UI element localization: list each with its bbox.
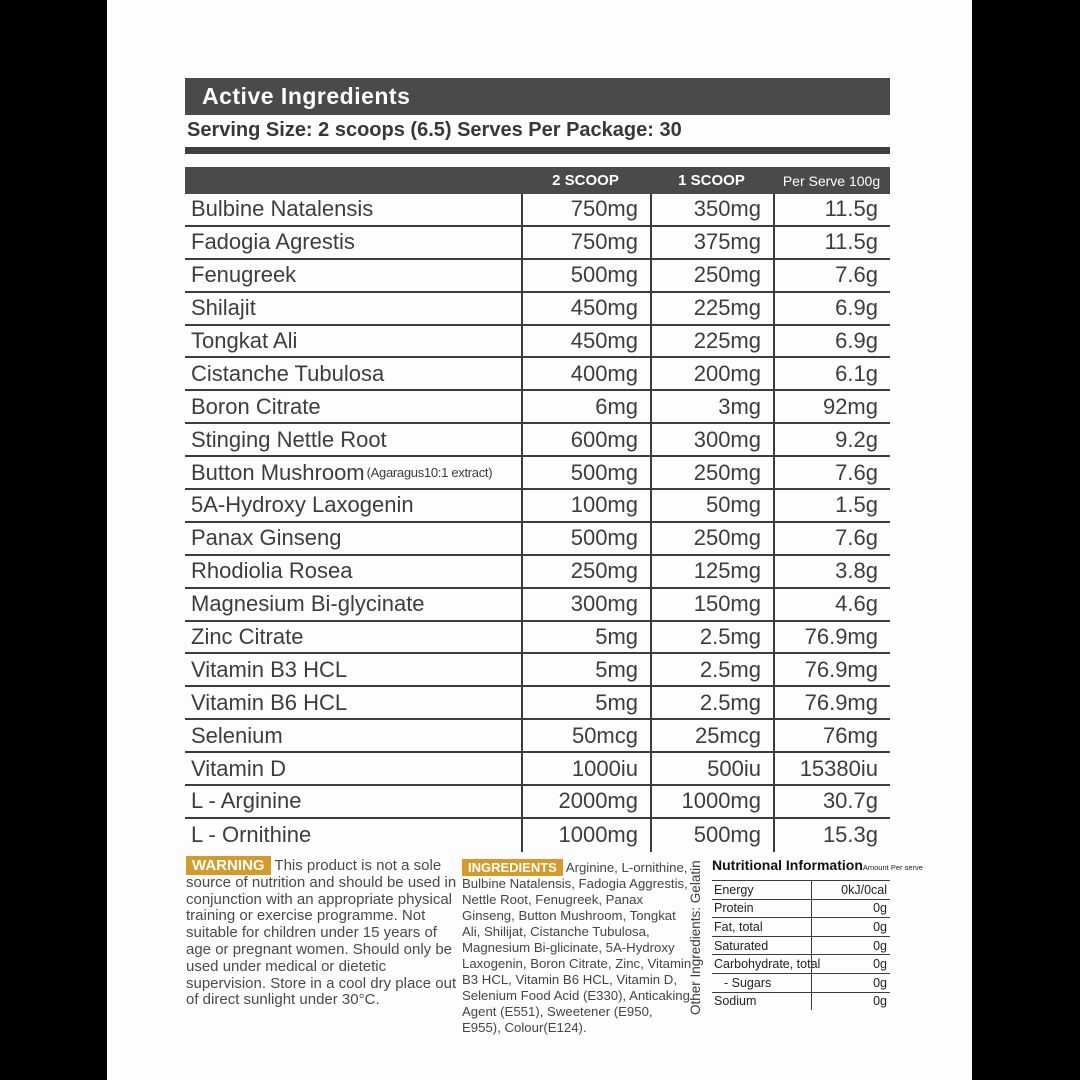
ingredient-name: Stinging Nettle Root: [191, 426, 387, 452]
ingredient-name: Vitamin B6 HCL: [191, 689, 348, 715]
per-serve-value: 15.3g: [773, 819, 890, 852]
ingredient-name-cell: [185, 819, 521, 852]
one-scoop-value: 2.5mg: [650, 622, 773, 653]
one-scoop-value: 375mg: [650, 227, 773, 258]
per-serve-value: 76.9mg: [773, 687, 890, 718]
one-scoop-value: 125mg: [650, 556, 773, 587]
ingredient-name: Shilajit: [191, 295, 256, 321]
two-scoop-value: 1000mg: [521, 819, 650, 852]
table-row: [185, 260, 890, 293]
ingredient-name-cell: [185, 753, 521, 784]
table-row: [185, 589, 890, 622]
warning-label: WARNING: [186, 856, 271, 875]
two-scoop-value: 6mg: [521, 391, 650, 422]
two-scoop-value: 300mg: [521, 589, 650, 620]
two-scoop-value: 750mg: [521, 194, 650, 225]
one-scoop-value: 2.5mg: [650, 687, 773, 718]
nutrition-row-value: 0g: [811, 974, 890, 992]
ingredient-name-cell: [185, 194, 521, 225]
ingredient-name-cell: [185, 490, 521, 521]
nutrition-row-label: Fat, total: [714, 919, 763, 934]
table-row: [185, 293, 890, 326]
per-serve-value: 6.9g: [773, 326, 890, 357]
table-row: [185, 622, 890, 655]
nutrition-row-label: Saturated: [714, 938, 769, 953]
table-row: [185, 556, 890, 589]
ingredient-name: 5A-Hydroxy Laxogenin: [191, 492, 414, 518]
ingredient-name-cell: [185, 622, 521, 653]
ingredient-name-cell: [185, 326, 521, 357]
serving-size-line: Serving Size: 2 scoops (6.5) Serves Per Package: 30: [187, 119, 682, 141]
ingredient-name-cell: [185, 589, 521, 620]
per-serve-value: 6.9g: [773, 293, 890, 324]
one-scoop-value: 2.5mg: [650, 654, 773, 685]
ingredient-name: Button Mushroom: [191, 459, 365, 485]
nutrition-title: Nutritional Information: [712, 857, 863, 873]
ingredient-name-cell: [185, 358, 521, 389]
two-scoop-value: 600mg: [521, 424, 650, 455]
per-serve-value: 76.9mg: [773, 622, 890, 653]
nutrition-title-row: [712, 857, 923, 880]
ingredient-name: Vitamin B3 HCL: [191, 656, 348, 682]
nutrition-row-value: 0g: [811, 918, 890, 936]
table-row: [185, 720, 890, 753]
one-scoop-value: 3mg: [650, 391, 773, 422]
table-row: [185, 424, 890, 457]
two-scoop-value: 2000mg: [521, 786, 650, 817]
ingredient-name: Vitamin D: [191, 755, 286, 781]
ingredient-name: Bulbine Natalensis: [191, 196, 374, 222]
per-serve-value: 6.1g: [773, 358, 890, 389]
one-scoop-value: 350mg: [650, 194, 773, 225]
one-scoop-value: 500mg: [650, 819, 773, 852]
ingredient-name-cell: [185, 687, 521, 718]
table-row: [185, 326, 890, 359]
per-serve-value: 11.5g: [773, 227, 890, 258]
per-serve-value: 7.6g: [773, 260, 890, 291]
other-ingredients-vertical-text: Other Ingredients: Gelatin: [688, 860, 703, 1015]
table-column-header-bar: [185, 167, 890, 194]
two-scoop-value: 5mg: [521, 622, 650, 653]
ingredient-name: Panax Ginseng: [191, 525, 342, 551]
two-scoop-value: 500mg: [521, 457, 650, 488]
ingredient-name: Boron Citrate: [191, 393, 321, 419]
nutrition-amount-header: Amount Per serve: [862, 863, 923, 872]
two-scoop-value: 100mg: [521, 490, 650, 521]
two-scoop-value: 1000iu: [521, 753, 650, 784]
one-scoop-value: 50mg: [650, 490, 773, 521]
ingredient-name: Fadogia Agrestis: [191, 229, 355, 255]
per-serve-value: 11.5g: [773, 194, 890, 225]
one-scoop-value: 300mg: [650, 424, 773, 455]
nutrition-row-label: - Sugars: [724, 975, 772, 990]
two-scoop-value: 50mcg: [521, 720, 650, 751]
ingredient-name-cell: [185, 293, 521, 324]
ingredient-name-cell: [185, 654, 521, 685]
ingredient-name: L - Arginine: [191, 788, 302, 814]
one-scoop-value: 150mg: [650, 589, 773, 620]
nutrition-row-label: Carbohydrate, total: [714, 957, 821, 972]
one-scoop-value: 250mg: [650, 523, 773, 554]
per-serve-value: 4.6g: [773, 589, 890, 620]
two-scoop-value: 5mg: [521, 687, 650, 718]
table-row: [185, 194, 890, 227]
per-serve-value: 9.2g: [773, 424, 890, 455]
per-serve-value: 15380iu: [773, 753, 890, 784]
ingredient-name-cell: [185, 391, 521, 422]
per-serve-value: 76mg: [773, 720, 890, 751]
column-header-per-serve: Per Serve 100g: [782, 172, 881, 189]
table-row: [185, 457, 890, 490]
ingredients-label: INGREDIENTS: [462, 859, 563, 876]
warning-text: This product is not a sole source of nutrition and should be used in conjunction with an appropriate physical training or exercise programme. Not suitable for children under 15 years of age or pregnant women. Should only be used under medical or dietetic supervision. Store in a cool dry place out of direct sunlight under 30°C.: [186, 857, 457, 1009]
ingredients-block: [462, 860, 695, 1036]
table-row: [185, 227, 890, 260]
nutrition-row: [712, 936, 890, 955]
ingredient-name-cell: [185, 457, 521, 488]
ingredient-name: Selenium: [191, 722, 283, 748]
per-serve-value: 7.6g: [773, 523, 890, 554]
table-row: [185, 819, 890, 852]
ingredient-note: (Agaragus10:1 extract): [366, 465, 493, 481]
ingredient-name: Tongkat Ali: [191, 328, 298, 353]
ingredient-name-cell: [185, 556, 521, 587]
per-serve-value: 92mg: [773, 391, 890, 422]
ingredient-name: Cistanche Tubulosa: [191, 360, 385, 386]
ingredient-name-cell: [185, 260, 521, 291]
ingredient-name-cell: [185, 720, 521, 751]
table-row: [185, 687, 890, 720]
per-serve-value: 3.8g: [773, 556, 890, 587]
warning-block: [186, 858, 462, 1009]
nutrition-row: [712, 917, 890, 936]
two-scoop-value: 400mg: [521, 358, 650, 389]
nutrition-panel: [712, 857, 923, 1010]
left-black-frame: [0, 0, 107, 1080]
per-serve-value: 7.6g: [773, 457, 890, 488]
one-scoop-value: 250mg: [650, 260, 773, 291]
ingredient-name-cell: [185, 227, 521, 258]
right-black-frame: [972, 0, 1080, 1080]
table-row: [185, 358, 890, 391]
per-serve-value: 1.5g: [773, 490, 890, 521]
one-scoop-value: 200mg: [650, 358, 773, 389]
one-scoop-value: 500iu: [650, 753, 773, 784]
two-scoop-value: 450mg: [521, 293, 650, 324]
table-row: [185, 753, 890, 786]
column-header-2-scoop: 2 SCOOP: [552, 172, 619, 189]
nutrition-row-label: Energy: [714, 882, 754, 897]
ingredient-name-cell: [185, 786, 521, 817]
ingredients-text: Arginine, L-ornithine, Bulbine Natalensis, Fadogia Aggrestis, Nettle Root, Fenugreek, Panax Ginseng, Button Mushroom, Tongkat Ali, Shilijat, Cistanche Tubulosa, Magnesium Bi-glicinate, 5A-Hydroxy Laxogenin, Boron Citrate, Zinc, Vitamin B3 HCL, Vitamin B6 HCL, Vitamin D, Selenium Food Acid (E330), Anticaking Agent (E551), Sweetener (E950, E955), Colour(E124).: [462, 860, 692, 1035]
nutrition-row-label: Sodium: [714, 994, 757, 1009]
ingredient-name: Magnesium Bi-glycinate: [191, 591, 425, 617]
nutrition-row-value: 0g: [811, 900, 890, 918]
one-scoop-value: 250mg: [650, 457, 773, 488]
nutrition-row-value: 0g: [811, 937, 890, 955]
nutrition-rows: [712, 880, 890, 1010]
nutrition-row-value: 0kJ/0cal: [811, 881, 890, 899]
one-scoop-value: 1000mg: [650, 786, 773, 817]
table-row: [185, 391, 890, 424]
ingredient-rows: [185, 194, 890, 852]
ingredient-name-cell: [185, 424, 521, 455]
nutrition-row: [712, 880, 890, 899]
one-scoop-value: 225mg: [650, 293, 773, 324]
nutrition-row: [712, 899, 890, 918]
ingredient-name: Zinc Citrate: [191, 624, 304, 650]
one-scoop-value: 25mcg: [650, 720, 773, 751]
ingredient-name: Fenugreek: [191, 262, 297, 288]
table-row: [185, 654, 890, 687]
two-scoop-value: 450mg: [521, 326, 650, 357]
nutrition-row: [712, 973, 890, 992]
ingredient-name: L - Ornithine: [191, 822, 312, 848]
two-scoop-value: 500mg: [521, 523, 650, 554]
two-scoop-value: 5mg: [521, 654, 650, 685]
two-scoop-value: 250mg: [521, 556, 650, 587]
two-scoop-value: 750mg: [521, 227, 650, 258]
nutrition-row-label: Protein: [714, 901, 754, 916]
table-row: [185, 490, 890, 523]
per-serve-value: 76.9mg: [773, 654, 890, 685]
divider-rule: [185, 147, 890, 154]
table-row: [185, 786, 890, 819]
nutrition-row-value: 0g: [811, 955, 890, 973]
nutrition-row: [712, 992, 890, 1011]
ingredient-name-cell: [185, 523, 521, 554]
table-row: [185, 523, 890, 556]
page-title: Active Ingredients: [185, 78, 890, 115]
two-scoop-value: 500mg: [521, 260, 650, 291]
ingredient-name: Rhodiolia Rosea: [191, 558, 353, 584]
nutrition-row-value: 0g: [811, 993, 890, 1011]
per-serve-value: 30.7g: [773, 786, 890, 817]
one-scoop-value: 225mg: [650, 326, 773, 357]
column-header-1-scoop: 1 SCOOP: [678, 172, 745, 189]
nutrition-row: [712, 954, 890, 973]
